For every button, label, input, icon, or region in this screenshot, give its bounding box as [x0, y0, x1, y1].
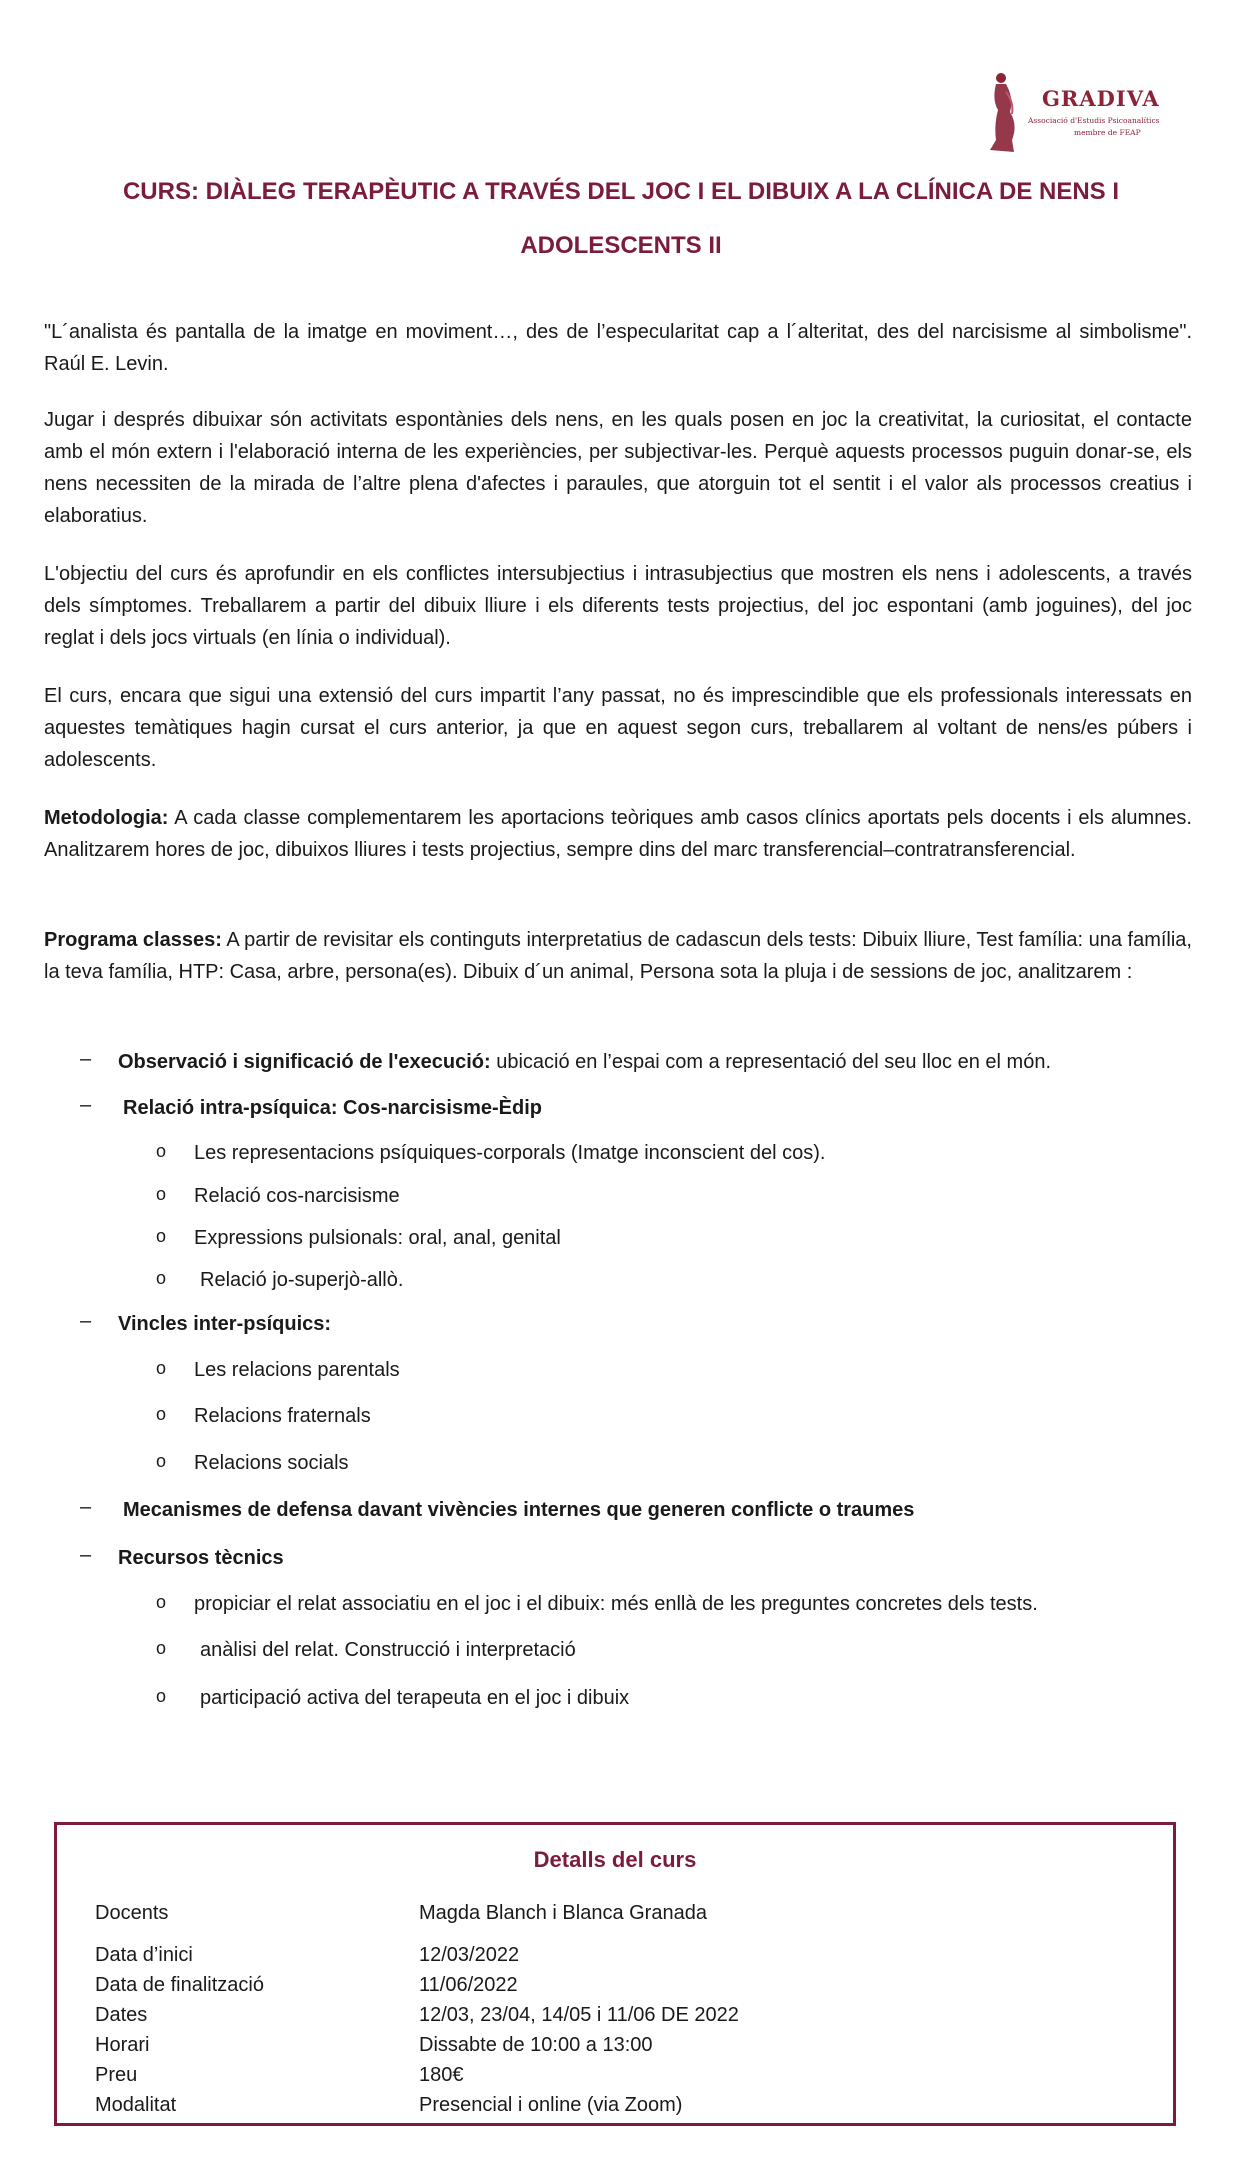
- gradiva-logo: [984, 70, 1180, 154]
- list-item-vincles: Vincles inter-psíquics:: [118, 1313, 332, 1335]
- list-bullet: o: [156, 1184, 167, 1204]
- list-bullet: o: [156, 1686, 167, 1706]
- list-dash: –: [80, 1310, 92, 1332]
- list-bullet: o: [156, 1141, 167, 1161]
- list-subitem: Expressions pulsionals: oral, anal, genital: [194, 1227, 561, 1249]
- details-label-modalitat: Modalitat: [95, 2094, 177, 2116]
- paragraph-jugar: Jugar i després dibuixar són activitats espontànies dels nens, en les quals posen en joc la creativitat, la curiositat, el contacte amb el món extern i l'elaboració interna de les experiències, per subjectivar-les. Perquè aquests processos puguin donar-se, els nens necessiten de la mirada de l’altre plena d'afectes i paraules, que atorguin tot el sentit i el valor als processos creatius i elaboratius.: [44, 409, 1192, 527]
- list-subitem: Relació cos-narcisisme: [194, 1185, 400, 1207]
- logo-subtitle-membership: membre de FEAP: [1074, 128, 1141, 137]
- list-dash: –: [80, 1544, 92, 1566]
- course-details-box: [54, 1822, 1176, 2126]
- list-subitem: participació activa del terapeuta en el joc i dibuix: [200, 1687, 630, 1709]
- list-item-recursos: Recursos tècnics: [118, 1547, 284, 1569]
- details-value-data-inici: 12/03/2022: [419, 1944, 520, 1966]
- details-label-preu: Preu: [95, 2064, 138, 2086]
- gradiva-figure-icon: [984, 70, 1024, 154]
- list-bullet: o: [156, 1592, 167, 1612]
- programa-label: Programa classes:: [44, 929, 222, 951]
- list-bullet: o: [156, 1404, 167, 1424]
- list-bullet: o: [156, 1638, 167, 1658]
- details-label-docents: Docents: [95, 1902, 169, 1924]
- list-item-text: ubicació en l’espai com a representació del seu lloc en el món.: [490, 1051, 1051, 1073]
- list-subitem: Relacions socials: [194, 1452, 349, 1474]
- details-label-data-finalitzacio: Data de finalització: [95, 1974, 264, 1996]
- list-bullet: o: [156, 1451, 167, 1471]
- list-dash: –: [80, 1048, 92, 1070]
- details-value-data-finalitzacio: 11/06/2022: [419, 1974, 518, 1996]
- details-label-data-inici: Data d’inici: [95, 1944, 193, 1966]
- list-subitem: Les representacions psíquiques-corporals (Imatge inconscient del cos).: [194, 1142, 826, 1164]
- details-value-preu: 180€: [419, 2064, 464, 2086]
- logo-subtitle: Associació d'Estudis Psicoanalítics: [1028, 116, 1160, 125]
- list-item-relacio: Relació intra-psíquica: Cos-narcisisme-Èdip: [123, 1097, 542, 1119]
- details-label-dates: Dates: [95, 2004, 148, 2026]
- paragraph-metodologia: [44, 802, 1192, 866]
- list-bullet: o: [156, 1358, 167, 1378]
- list-subitem: propiciar el relat associatiu en el joc i el dibuix: més enllà de les preguntes concretes dels tests.: [194, 1593, 1038, 1615]
- metodologia-text: A cada classe complementarem les aportacions teòriques amb casos clínics aportats pels docents i els alumnes. Analitzarem hores de joc, dibuixos lliures i tests projectius, sempre dins del marc transferencial–contratransferencial.: [44, 807, 1192, 861]
- list-bullet: o: [156, 1268, 167, 1288]
- logo-name: GRADIVA: [1042, 86, 1160, 111]
- details-label-horari: Horari: [95, 2034, 150, 2056]
- details-value-dates: 12/03, 23/04, 14/05 i 11/06 DE 2022: [419, 2004, 739, 2026]
- list-item-mecanismes: Mecanismes de defensa davant vivències internes que generen conflicte o traumes: [123, 1499, 915, 1521]
- list-item-bold: Observació i significació de l'execució:: [118, 1051, 491, 1073]
- details-title: Detalls del curs: [533, 1847, 697, 1872]
- paragraph-objectiu: L'objectiu del curs és aprofundir en els conflictes intersubjectius i intrasubjectius que mostren els nens i adolescents, a través dels símptomes. Treballarem a partir del dibuix lliure i els diferents tests projectius, del joc espontani (amb joguines), del joc reglat i dels jocs virtuals (en línia o individual).: [44, 563, 1192, 649]
- details-value-horari: Dissabte de 10:00 a 13:00: [419, 2034, 653, 2056]
- list-subitem: Relació jo-superjò-allò.: [200, 1269, 404, 1291]
- paragraph-curs: El curs, encara que sigui una extensió del curs impartit l’any passat, no és imprescindible que els professionals interessats en aquestes temàtiques hagin cursat el curs anterior, ja que en aquest segon curs, treballarem al voltant de nens/es púbers i adolescents.: [44, 685, 1192, 771]
- list-subitem: Les relacions parentals: [194, 1359, 400, 1381]
- course-title-line1: CURS: DIÀLEG TERAPÈUTIC A TRAVÉS DEL JOC I EL DIBUIX A LA CLÍNICA DE NENS I: [122, 178, 1120, 205]
- list-dash: –: [80, 1496, 92, 1518]
- list-subitem: anàlisi del relat. Construcció i interpretació: [200, 1639, 576, 1661]
- list-subitem: Relacions fraternals: [194, 1405, 371, 1427]
- list-bullet: o: [156, 1226, 167, 1246]
- list-item-observacio: [118, 1048, 1051, 1076]
- metodologia-label: Metodologia:: [44, 807, 169, 829]
- programa-text: A partir de revisitar els continguts interpretatius de cadascun dels tests: Dibuix lliure, Test família: una família, la teva família, HTP: Casa, arbre, persona(es). Dibuix d´un animal, Persona sota la pluja i de sessions de joc, analitzarem :: [44, 929, 1192, 983]
- course-title-line2: ADOLESCENTS II: [520, 232, 722, 259]
- list-dash: –: [80, 1094, 92, 1116]
- paragraph-programa: [44, 924, 1192, 988]
- details-value-docents: Magda Blanch i Blanca Granada: [419, 1902, 707, 1924]
- intro-quote: "L´analista és pantalla de la imatge en moviment…, des de l’especularitat cap a l´alteritat, des del narcisisme al simbolisme". Raúl E. Levin.: [44, 321, 1192, 375]
- details-value-modalitat: Presencial i online (via Zoom): [419, 2094, 683, 2116]
